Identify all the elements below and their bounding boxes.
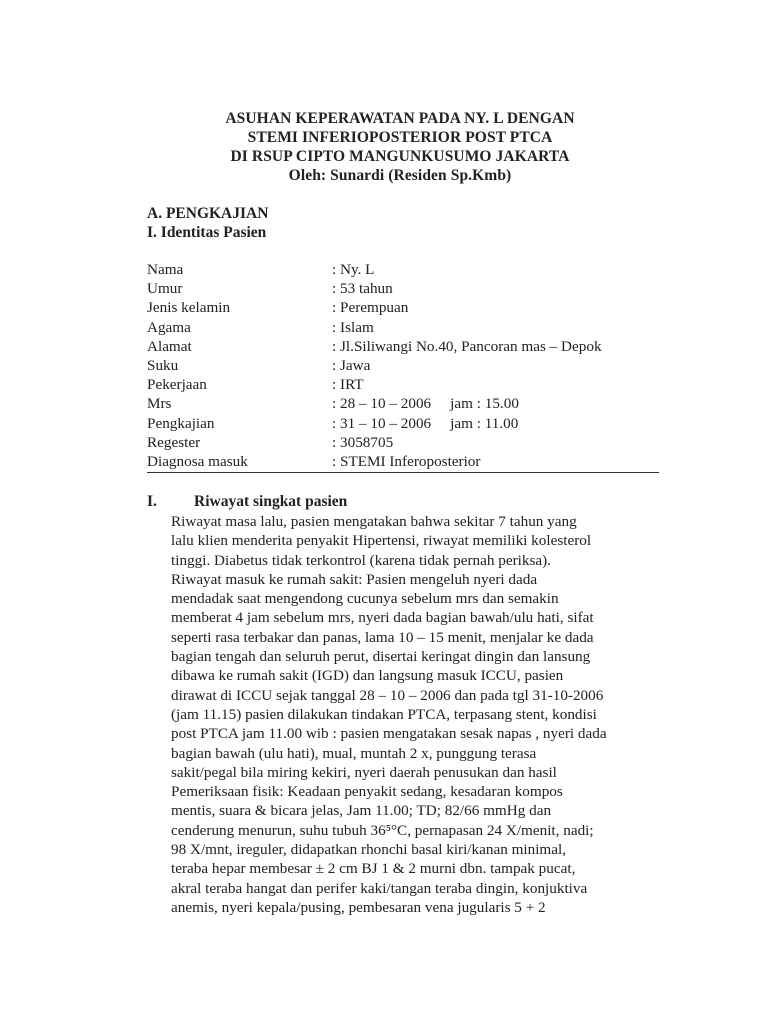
identity-value: : Perempuan [332,299,409,317]
identity-value: : Islam [332,318,374,336]
identity-label: Regester [147,433,201,451]
identity-value: : STEMI Inferoposterior [332,452,481,470]
identity-row-suku [147,356,659,375]
identity-table [147,260,659,471]
paragraph-line: Riwayat masa lalu, pasien mengatakan bahwa sekitar 7 tahun yang [171,513,577,530]
paragraph-line: bagian bawah (ulu hati), mual, muntah 2 x, punggung terasa [171,744,537,762]
paragraph-line: anemis, nyeri kepala/pusing, pembesaran vena jugularis 5 + 2 [171,898,546,916]
section-heading-identitas: I. Identitas Pasien [147,224,267,241]
author-line: Oleh: Sunardi (Residen Sp.Kmb) [288,167,512,184]
horizontal-divider [147,472,659,473]
history-paragraph [171,512,663,917]
paragraph-line: memberat 4 jam sebelum mrs, nyeri dada bagian bawah/ulu hati, sifat [171,609,594,627]
identity-row-umur [147,279,659,298]
paragraph-line: Pemeriksaan fisik: Keadaan penyakit sedang, kesadaran kompos [171,783,563,801]
identity-row-regester [147,433,659,452]
identity-value-group [332,394,659,413]
identity-row-mrs [147,394,659,413]
paragraph-line: seperti rasa terbakar dan panas, lama 10 – 15 menit, menjalar ke dada [171,628,594,646]
identity-row-agama [147,318,659,337]
identity-value: : Jawa [332,356,371,374]
paragraph-line: mentis, suara & bicara jelas, Jam 11.00; TD; 82/66 mmHg dan [171,802,552,820]
identity-value: : Ny. L [332,261,375,278]
identity-label: Pengkajian [147,414,215,432]
identity-time: jam : 11.00 [450,414,519,432]
identity-row-pengkajian [147,414,659,433]
paragraph-line: teraba hepar membesar ± 2 cm BJ 1 & 2 murni dbn. tampak pucat, [171,860,576,878]
paragraph-line: sakit/pegal bila miring kekiri, nyeri daerah penusukan dan hasil [171,763,557,781]
identity-label: Suku [147,356,179,374]
identity-value: : IRT [332,376,364,394]
title-line-1: ASUHAN KEPERAWATAN PADA NY. L DENGAN [225,110,575,127]
paragraph-line: tinggi. Diabetus tidak terkontrol (karena tidak pernah periksa). [171,551,551,569]
identity-row-jenis-kelamin [147,298,659,317]
identity-value: : 53 tahun [332,280,393,298]
paragraph-line: lalu klien menderita penyakit Hipertensi, riwayat memiliki kolesterol [171,532,592,550]
paragraph-line: dirawat di ICCU sejak tanggal 28 – 10 – 2006 dan pada tgl 31-10-2006 [171,686,604,704]
identity-value: : Jl.Siliwangi No.40, Pancoran mas – Depok [332,337,602,355]
identity-value: : 31 – 10 – 2006 [332,414,432,432]
history-section-number: I. [147,493,157,510]
paragraph-line: post PTCA jam 11.00 wib : pasien mengatakan sesak napas , nyeri dada [171,725,607,743]
identity-label: Jenis kelamin [147,299,231,317]
identity-label: Diagnosa masuk [147,452,248,470]
paragraph-line: (jam 11.15) pasien dilakukan tindakan PTCA, terpasang stent, kondisi [171,705,597,723]
identity-label: Alamat [147,337,192,355]
paragraph-line: dibawa ke rumah sakit (IGD) dan langsung masuk ICCU, pasien [171,667,564,685]
title-line-2: STEMI INFERIOPOSTERIOR POST PTCA [247,129,553,146]
identity-value: : 28 – 10 – 2006 [332,395,432,413]
title-line-3: DI RSUP CIPTO MANGUNKUSUMO JAKARTA [230,148,570,165]
identity-row-nama [147,260,659,279]
identity-label: Nama [147,261,184,278]
paragraph-line: bagian tengah dan seluruh perut, disertai keringat dingin dan lansung [171,648,591,666]
identity-label: Mrs [147,395,172,413]
identity-label: Umur [147,280,183,298]
paragraph-line: akral teraba hangat dan perifer kaki/tangan teraba dingin, konjuktiva [171,879,588,897]
history-section-heading: Riwayat singkat pasien [194,493,348,510]
identity-row-pekerjaan [147,375,659,394]
document-title [0,109,768,185]
section-heading-pengkajian: A. PENGKAJIAN [147,205,269,222]
identity-value-group [332,414,659,433]
paragraph-line: 98 X/mnt, ireguler, didapatkan rhonchi basal kiri/kanan minimal, [171,841,567,859]
paragraph-line: cenderung menurun, suhu tubuh 36⁵°C, pernapasan 24 X/menit, nadi; [171,821,594,839]
identity-label: Agama [147,318,191,336]
paragraph-line: Riwayat masuk ke rumah sakit: Pasien mengeluh nyeri dada [171,570,538,588]
paragraph-line: mendadak saat mengendong cucunya sebelum mrs dan semakin [171,590,559,608]
identity-row-alamat [147,337,659,356]
identity-time: jam : 15.00 [450,395,519,413]
identity-row-diagnosa [147,452,659,471]
identity-label: Pekerjaan [147,376,207,394]
identity-value: : 3058705 [332,433,394,451]
